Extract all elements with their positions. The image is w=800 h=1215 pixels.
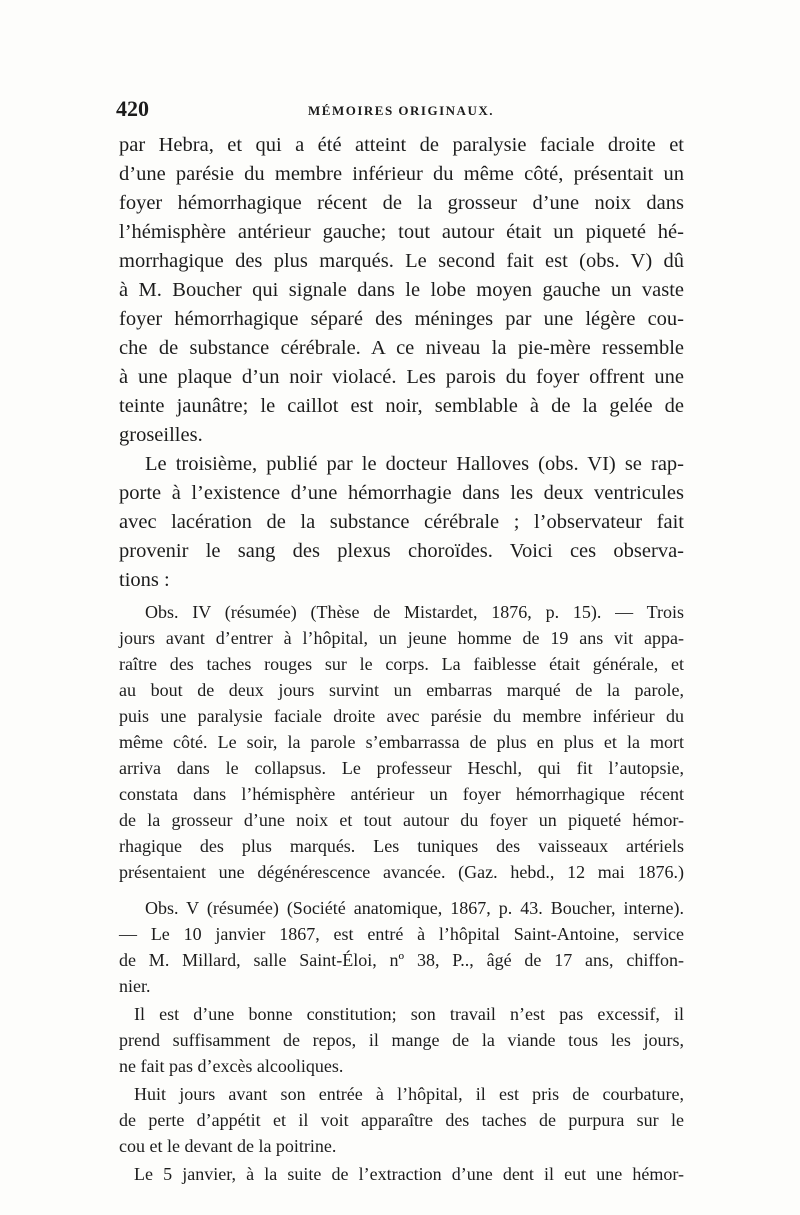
text-line: avec lacération de la substance cérébrale ; l’observateur fait bbox=[119, 511, 684, 533]
text-line: porte à l’existence d’une hémorrhagie dans les deux ventricules bbox=[119, 482, 684, 504]
text-line: Le 5 janvier, à la suite de l’extraction d’une dent il eut une hémor- bbox=[134, 1164, 684, 1184]
text-line: cou et le devant de la poitrine. bbox=[119, 1136, 337, 1156]
text-line: provenir le sang des plexus choroïdes. Voici ces observa- bbox=[119, 540, 684, 562]
text-line: Le troisième, publié par le docteur Halloves (obs. VI) se rap- bbox=[145, 453, 684, 475]
text-line: foyer hémorrhagique récent de la grosseur d’une noix dans bbox=[119, 192, 684, 214]
text-line: teinte jaunâtre; le caillot est noir, semblable à de la gelée de bbox=[119, 395, 684, 417]
text-line: au bout de deux jours survint un embarras marqué de la parole, bbox=[119, 680, 684, 700]
text-line: rhagique des plus marqués. Les tuniques des vaisseaux artériels bbox=[119, 836, 684, 856]
page-header bbox=[116, 96, 686, 126]
text-line: de perte d’appétit et il voit apparaître des taches de purpura sur le bbox=[119, 1110, 684, 1130]
text-line: l’hémisphère antérieur gauche; tout autour était un piqueté hé- bbox=[119, 221, 684, 243]
text-line: — Le 10 janvier 1867, est entré à l’hôpital Saint-Antoine, service bbox=[119, 924, 684, 944]
text-line: à M. Boucher qui signale dans le lobe moyen gauche un vaste bbox=[119, 279, 684, 301]
text-line: présentaient une dégénérescence avancée. (Gaz. hebd., 12 mai 1876.) bbox=[119, 862, 684, 882]
text-line: raître des taches rouges sur le corps. La faiblesse était générale, et bbox=[119, 654, 684, 674]
running-head: MÉMOIRES ORIGINAUX. bbox=[308, 103, 494, 118]
text-line: par Hebra, et qui a été atteint de paralysie faciale droite et bbox=[119, 134, 684, 156]
text-line: à une plaque d’un noir violacé. Les parois du foyer offrent une bbox=[119, 366, 684, 388]
page-number: 420 bbox=[116, 96, 149, 121]
text-line: tions : bbox=[119, 569, 170, 591]
text-line: Huit jours avant son entrée à l’hôpital, il est pris de courbature, bbox=[134, 1084, 684, 1104]
text-line: morrhagique des plus marqués. Le second fait est (obs. V) dû bbox=[119, 250, 684, 272]
text-line: constata dans l’hémisphère antérieur un foyer hémorrhagique récent bbox=[119, 784, 684, 804]
text-line: même côté. Le soir, la parole s’embarrassa de plus en plus et la mort bbox=[119, 732, 684, 752]
text-line: puis une paralysie faciale droite avec parésie du membre inférieur du bbox=[119, 706, 684, 726]
text-line: prend suffisamment de repos, il mange de la viande tous les jours, bbox=[119, 1030, 684, 1050]
text-line: d’une parésie du membre inférieur du même côté, présentait un bbox=[119, 163, 684, 185]
text-line: de M. Millard, salle Saint-Éloi, nº 38, P.., âgé de 17 ans, chiffon- bbox=[119, 950, 684, 970]
text-line: de la grosseur d’une noix et tout autour du foyer un piqueté hémor- bbox=[119, 810, 684, 830]
text-line: che de substance cérébrale. A ce niveau la pie-mère ressemble bbox=[119, 337, 684, 359]
text-line: ne fait pas d’excès alcooliques. bbox=[119, 1056, 344, 1076]
text-line: Il est d’une bonne constitution; son travail n’est pas excessif, il bbox=[134, 1004, 684, 1024]
text-line: foyer hémorrhagique séparé des méninges par une légère cou- bbox=[119, 308, 684, 330]
text-line: Obs. V (résumée) (Société anatomique, 1867, p. 43. Boucher, interne). bbox=[145, 898, 684, 918]
text-line: nier. bbox=[119, 976, 151, 996]
text-line: arriva dans le collapsus. Le professeur Heschl, qui fit l’autopsie, bbox=[119, 758, 684, 778]
text-line: groseilles. bbox=[119, 424, 203, 446]
text-line: jours avant d’entrer à l’hôpital, un jeune homme de 19 ans vit appa- bbox=[119, 628, 684, 648]
text-line: Obs. IV (résumée) (Thèse de Mistardet, 1876, p. 15). — Trois bbox=[145, 602, 684, 622]
